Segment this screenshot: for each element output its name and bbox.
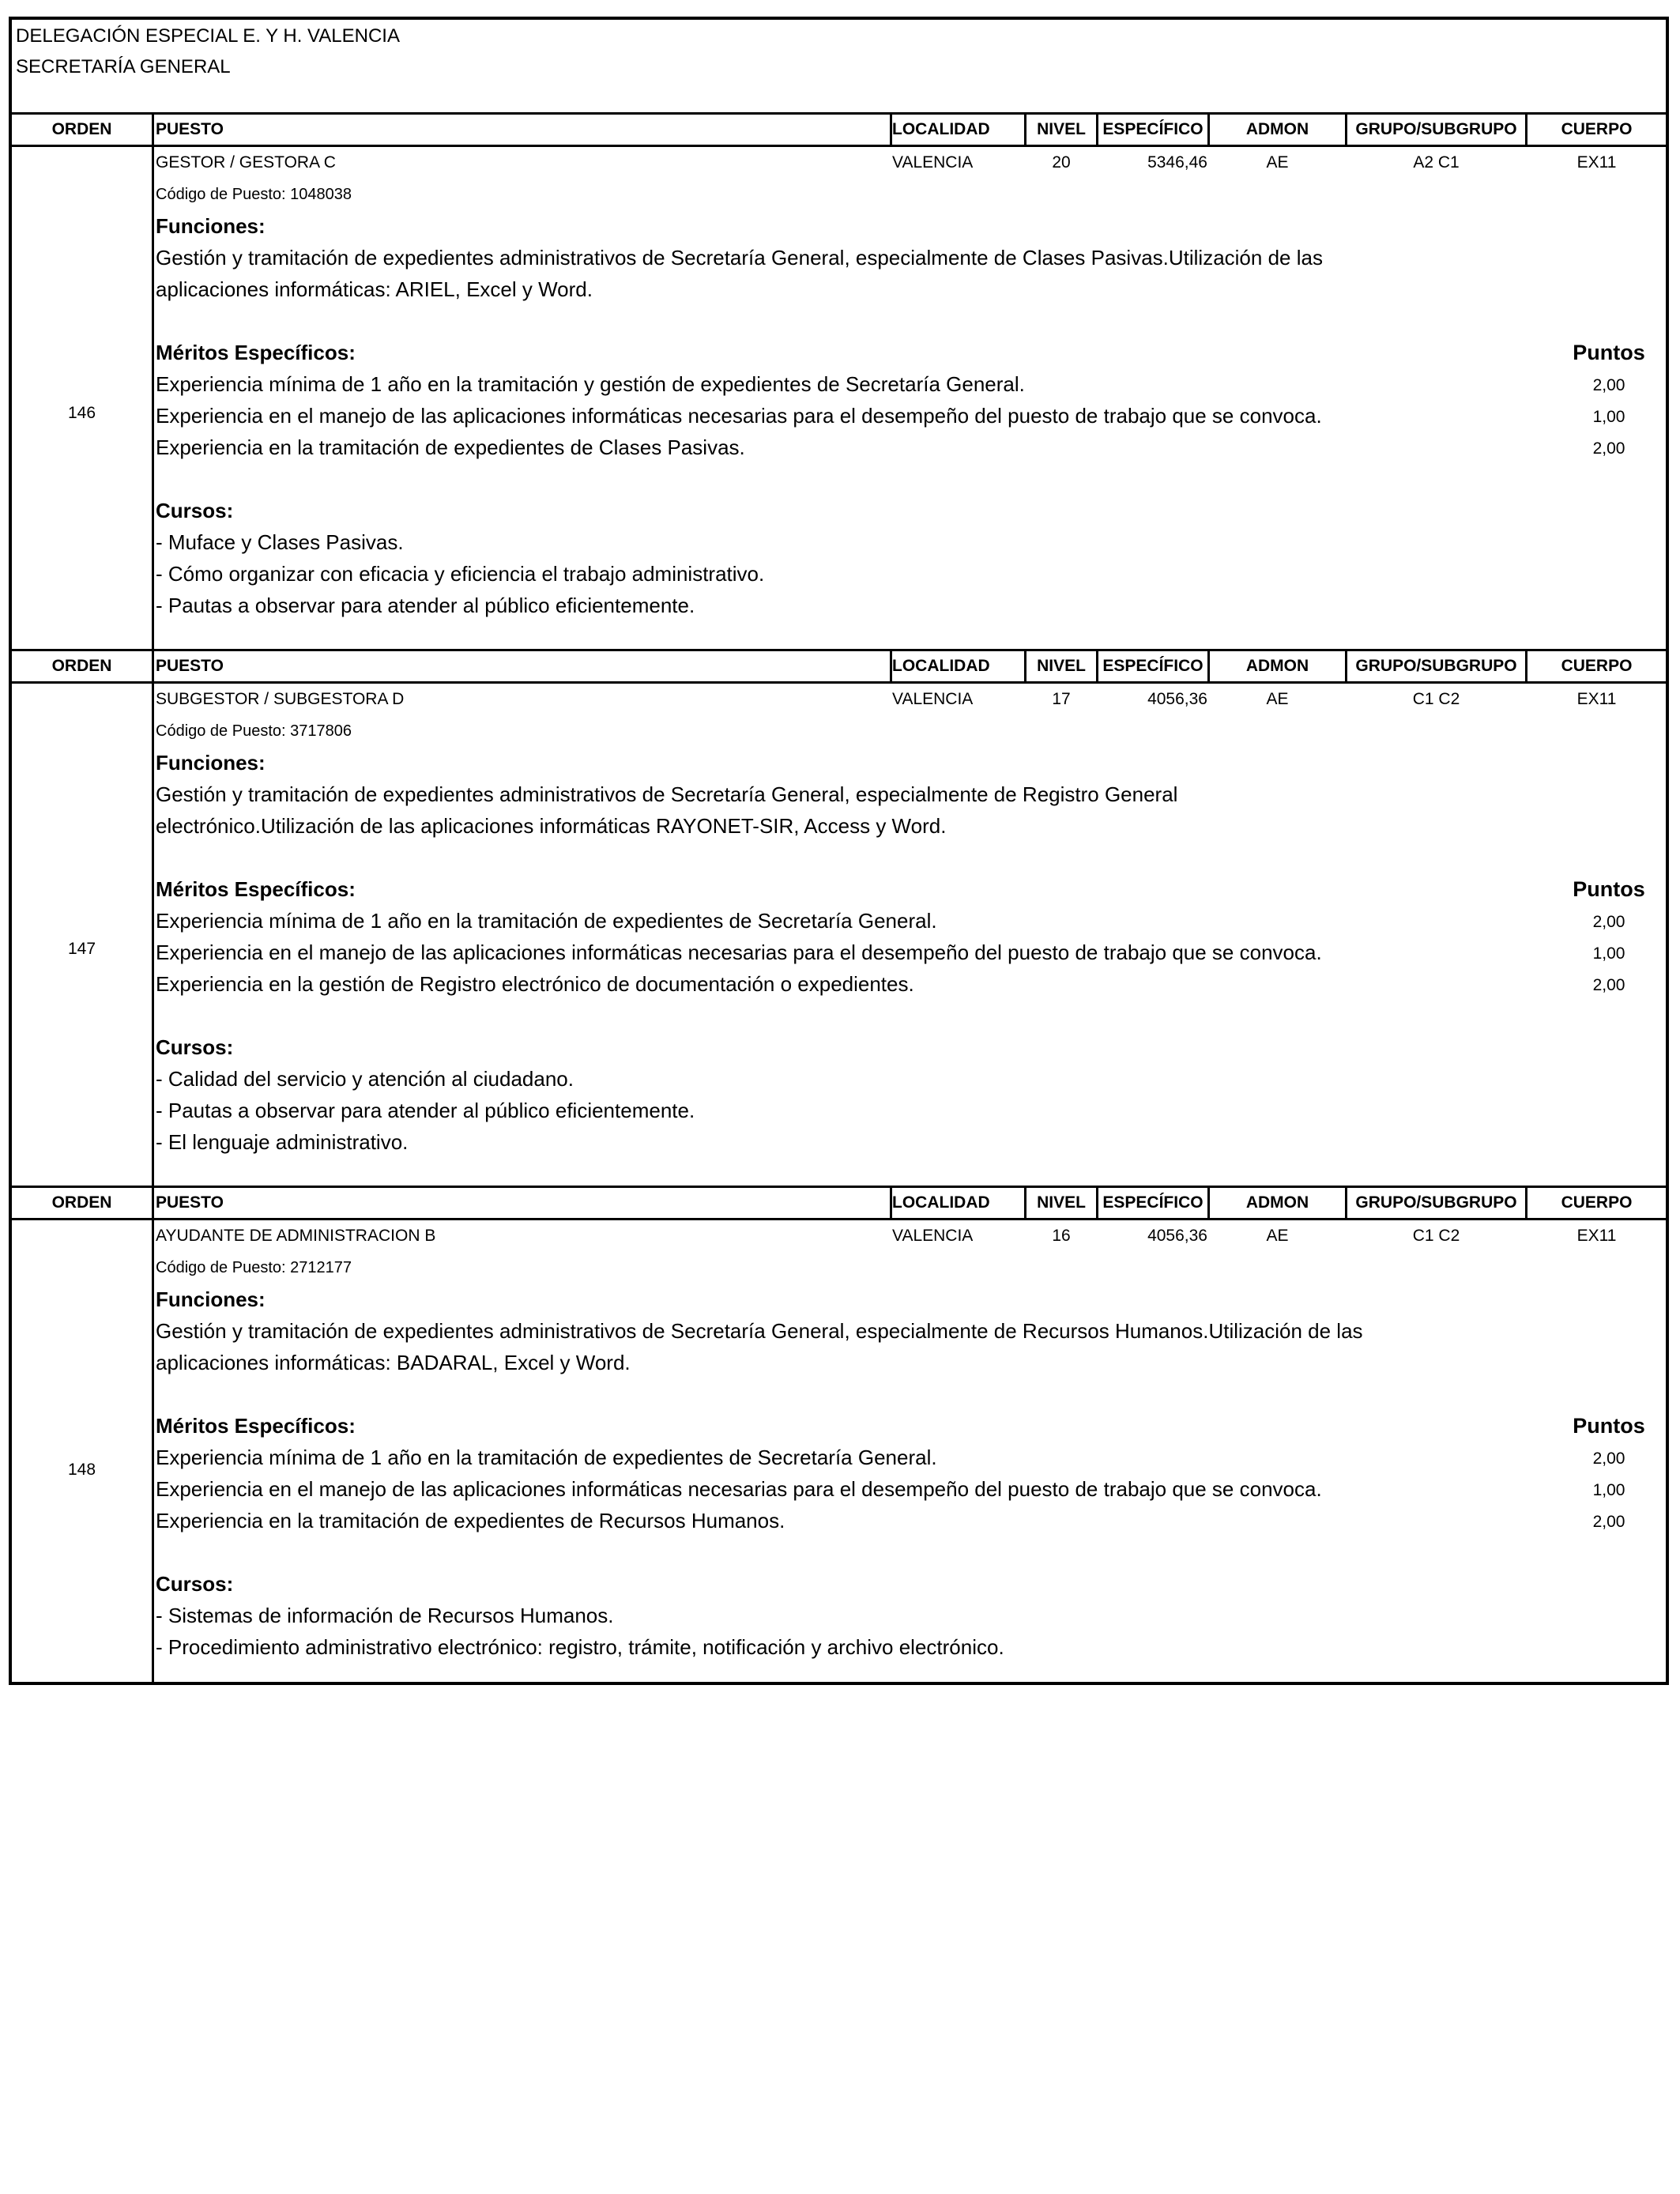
col-header-puesto: PUESTO xyxy=(156,120,224,138)
col-header-orden: ORDEN xyxy=(51,120,112,138)
grupo-value: A2 C1 xyxy=(1413,153,1460,172)
merito-puntos: 2,00 xyxy=(1592,1449,1625,1468)
funciones-line: Gestión y tramitación de expedientes administrativos de Secretaría General, especialmente de Registro General xyxy=(156,782,1178,806)
especifico-value: 4056,36 xyxy=(1147,1227,1207,1245)
cursos-label: Cursos: xyxy=(156,1572,234,1596)
meritos-label: Méritos Específicos: xyxy=(156,877,356,901)
col-header-grupo: GRUPO/SUBGRUPO xyxy=(1355,657,1517,675)
localidad-value: VALENCIA xyxy=(892,153,974,172)
orden-column-divider xyxy=(152,112,154,649)
cuerpo-value: EX11 xyxy=(1576,153,1617,172)
meritos-label: Méritos Específicos: xyxy=(156,1414,356,1438)
orden-column-divider xyxy=(152,1186,154,1685)
col-header-orden: ORDEN xyxy=(51,657,112,675)
orden-column-divider xyxy=(152,649,154,1186)
puntos-label: Puntos xyxy=(1573,877,1645,901)
admon-value: AE xyxy=(1266,153,1289,172)
funciones-label: Funciones: xyxy=(156,214,266,238)
col-header-especifico: ESPECÍFICO xyxy=(1102,120,1203,138)
curso-item: - Calidad del servicio y atención al ciudadano. xyxy=(156,1067,574,1091)
admon-value: AE xyxy=(1266,690,1289,708)
curso-item: - Procedimiento administrativo electrónico: registro, trámite, notificación y archivo electrónico. xyxy=(156,1635,1004,1659)
meritos-label: Méritos Específicos: xyxy=(156,341,356,364)
merito-text: Experiencia en el manejo de las aplicaciones informáticas necesarias para el desempeño del puesto de trabajo que se convoca. xyxy=(156,1477,1322,1501)
col-divider xyxy=(1207,651,1210,681)
orden-value: 148 xyxy=(67,1461,96,1479)
codigo-puesto: Código de Puesto: 1048038 xyxy=(156,186,352,203)
nivel-value: 16 xyxy=(1052,1227,1071,1245)
col-divider xyxy=(1207,115,1210,145)
curso-item: - El lenguaje administrativo. xyxy=(156,1130,409,1154)
nivel-value: 17 xyxy=(1052,690,1071,708)
localidad-value: VALENCIA xyxy=(892,1227,974,1245)
especifico-value: 5346,46 xyxy=(1147,153,1207,172)
nivel-value: 20 xyxy=(1052,153,1071,172)
col-divider xyxy=(1096,1188,1098,1218)
col-header-admon: ADMON xyxy=(1245,120,1309,138)
col-header-especifico: ESPECÍFICO xyxy=(1102,657,1203,675)
col-header-cuerpo: CUERPO xyxy=(1561,1193,1633,1212)
col-divider xyxy=(1525,1188,1527,1218)
puesto-value: SUBGESTOR / SUBGESTORA D xyxy=(156,690,405,708)
grupo-value: C1 C2 xyxy=(1412,1227,1460,1245)
funciones-line: aplicaciones informáticas: BADARAL, Excel y Word. xyxy=(156,1351,631,1374)
especifico-value: 4056,36 xyxy=(1147,690,1207,708)
col-header-admon: ADMON xyxy=(1245,657,1309,675)
merito-text: Experiencia en la tramitación de expedientes de Clases Pasivas. xyxy=(156,435,745,459)
funciones-line: Gestión y tramitación de expedientes administrativos de Secretaría General, especialmente de Recursos Humanos.Utilización de las xyxy=(156,1319,1363,1343)
row-divider xyxy=(12,145,1666,147)
col-header-cuerpo: CUERPO xyxy=(1561,120,1633,138)
localidad-value: VALENCIA xyxy=(892,690,974,708)
col-divider xyxy=(1345,115,1347,145)
merito-text: Experiencia en la tramitación de expedientes de Recursos Humanos. xyxy=(156,1509,785,1532)
col-header-grupo: GRUPO/SUBGRUPO xyxy=(1355,120,1517,138)
curso-item: - Cómo organizar con eficacia y eficiencia el trabajo administrativo. xyxy=(156,562,765,586)
col-divider xyxy=(1525,651,1527,681)
merito-puntos: 1,00 xyxy=(1592,1481,1625,1499)
col-divider xyxy=(1024,115,1026,145)
col-divider xyxy=(890,115,892,145)
funciones-label: Funciones: xyxy=(156,1287,266,1311)
col-header-especifico: ESPECÍFICO xyxy=(1102,1193,1203,1212)
col-divider xyxy=(890,1188,892,1218)
col-header-admon: ADMON xyxy=(1245,1193,1309,1212)
funciones-line: aplicaciones informáticas: ARIEL, Excel y Word. xyxy=(156,277,593,301)
col-header-localidad: LOCALIDAD xyxy=(892,1193,990,1212)
grupo-value: C1 C2 xyxy=(1412,690,1460,708)
col-divider xyxy=(1207,1188,1210,1218)
col-header-nivel: NIVEL xyxy=(1037,120,1086,138)
merito-puntos: 2,00 xyxy=(1592,376,1625,394)
merito-puntos: 2,00 xyxy=(1592,913,1625,931)
col-divider xyxy=(890,651,892,681)
merito-puntos: 2,00 xyxy=(1592,1513,1625,1531)
col-divider xyxy=(1525,115,1527,145)
merito-text: Experiencia en el manejo de las aplicaciones informáticas necesarias para el desempeño del puesto de trabajo que se convoca. xyxy=(156,941,1322,964)
merito-puntos: 2,00 xyxy=(1592,976,1625,994)
puntos-label: Puntos xyxy=(1573,341,1645,364)
puntos-label: Puntos xyxy=(1573,1414,1645,1438)
col-header-nivel: NIVEL xyxy=(1037,657,1086,675)
merito-text: Experiencia mínima de 1 año en la tramitación y gestión de expedientes de Secretaría General. xyxy=(156,372,1025,396)
col-divider xyxy=(1345,1188,1347,1218)
col-divider xyxy=(1096,115,1098,145)
cuerpo-value: EX11 xyxy=(1576,1227,1617,1245)
cursos-label: Cursos: xyxy=(156,1035,234,1059)
col-header-grupo: GRUPO/SUBGRUPO xyxy=(1355,1193,1517,1212)
document-frame xyxy=(9,17,1669,1685)
curso-item: - Muface y Clases Pasivas. xyxy=(156,530,404,554)
row-divider xyxy=(12,681,1666,684)
col-header-orden: ORDEN xyxy=(51,1193,112,1212)
col-header-nivel: NIVEL xyxy=(1037,1193,1086,1212)
merito-puntos: 1,00 xyxy=(1592,944,1625,963)
codigo-puesto: Código de Puesto: 2712177 xyxy=(156,1259,352,1276)
col-divider xyxy=(1345,651,1347,681)
merito-text: Experiencia mínima de 1 año en la tramitación de expedientes de Secretaría General. xyxy=(156,1446,937,1469)
codigo-puesto: Código de Puesto: 3717806 xyxy=(156,722,352,740)
col-divider xyxy=(1024,651,1026,681)
col-header-localidad: LOCALIDAD xyxy=(892,120,990,138)
funciones-line: electrónico.Utilización de las aplicaciones informáticas RAYONET-SIR, Access y Word. xyxy=(156,814,947,838)
orden-value: 146 xyxy=(67,404,96,422)
col-divider xyxy=(1096,651,1098,681)
admon-value: AE xyxy=(1266,1227,1289,1245)
puesto-value: AYUDANTE DE ADMINISTRACION B xyxy=(156,1227,436,1245)
curso-item: - Pautas a observar para atender al público eficientemente. xyxy=(156,1099,695,1122)
row-divider xyxy=(12,1218,1666,1220)
merito-text: Experiencia en el manejo de las aplicaciones informáticas necesarias para el desempeño del puesto de trabajo que se convoca. xyxy=(156,404,1322,428)
col-header-puesto: PUESTO xyxy=(156,1193,224,1212)
org-line-2: SECRETARÍA GENERAL xyxy=(16,56,231,77)
funciones-line: Gestión y tramitación de expedientes administrativos de Secretaría General, especialmente de Clases Pasivas.Utilización de las xyxy=(156,246,1323,270)
merito-text: Experiencia en la gestión de Registro electrónico de documentación o expedientes. xyxy=(156,972,914,996)
merito-text: Experiencia mínima de 1 año en la tramitación de expedientes de Secretaría General. xyxy=(156,909,937,933)
col-divider xyxy=(1024,1188,1026,1218)
col-header-cuerpo: CUERPO xyxy=(1561,657,1633,675)
col-header-localidad: LOCALIDAD xyxy=(892,657,990,675)
merito-puntos: 2,00 xyxy=(1592,439,1625,458)
cuerpo-value: EX11 xyxy=(1576,690,1617,708)
curso-item: - Pautas a observar para atender al público eficientemente. xyxy=(156,594,695,617)
funciones-label: Funciones: xyxy=(156,751,266,775)
col-header-puesto: PUESTO xyxy=(156,657,224,675)
curso-item: - Sistemas de información de Recursos Humanos. xyxy=(156,1604,614,1627)
orden-value: 147 xyxy=(67,940,96,958)
puesto-value: GESTOR / GESTORA C xyxy=(156,153,336,172)
org-line-1: DELEGACIÓN ESPECIAL E. Y H. VALENCIA xyxy=(16,25,400,47)
merito-puntos: 1,00 xyxy=(1592,408,1625,426)
cursos-label: Cursos: xyxy=(156,499,234,522)
